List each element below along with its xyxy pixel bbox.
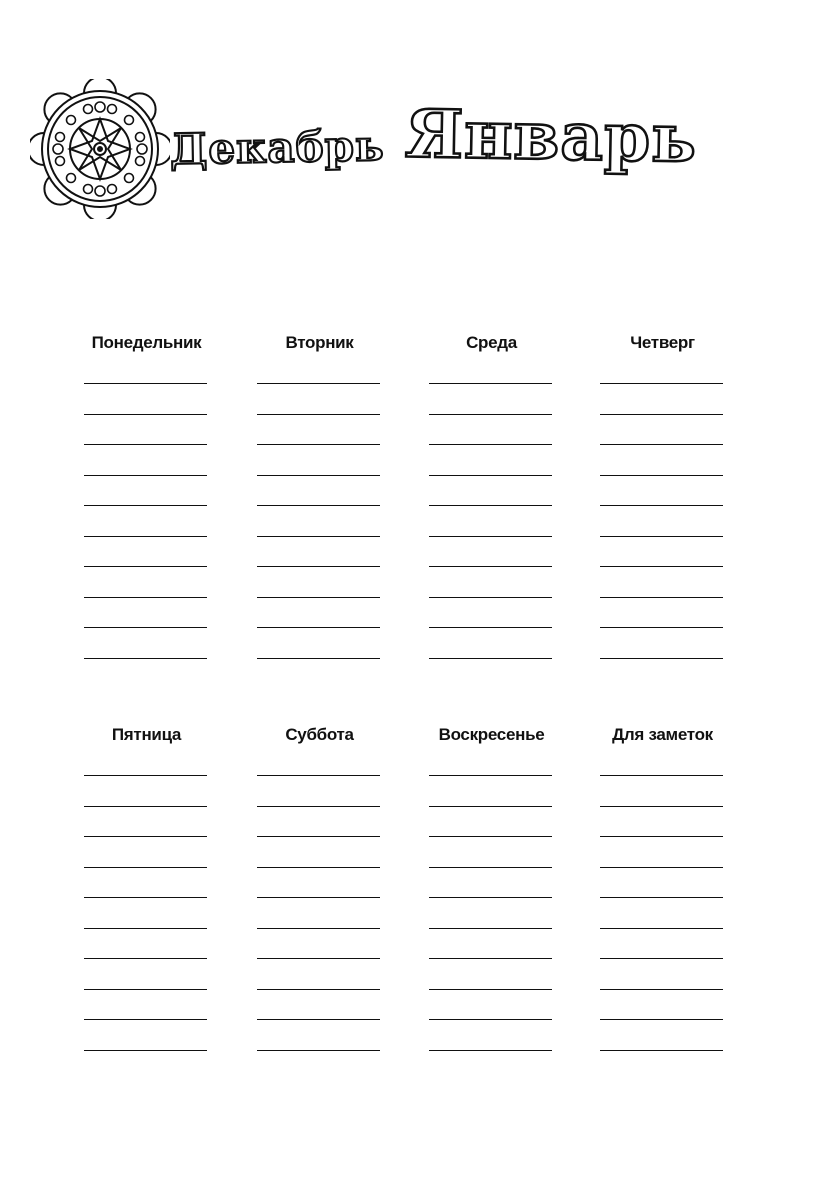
writing-line[interactable] [257,597,380,598]
writing-line[interactable] [257,867,380,868]
writing-line[interactable] [257,1019,380,1020]
writing-line[interactable] [84,627,207,628]
writing-line[interactable] [429,775,552,776]
writing-line[interactable] [84,475,207,476]
current-month-title: Январь [404,94,698,178]
writing-line[interactable] [600,383,723,384]
writing-line[interactable] [257,414,380,415]
writing-line[interactable] [257,383,380,384]
writing-line[interactable] [600,989,723,990]
writing-line[interactable] [429,897,552,898]
writing-line[interactable] [600,536,723,537]
writing-line[interactable] [84,928,207,929]
day-heading: Вторник [285,333,354,352]
writing-line[interactable] [257,806,380,807]
writing-line[interactable] [84,836,207,837]
writing-line[interactable] [84,505,207,506]
writing-line[interactable] [600,806,723,807]
writing-line[interactable] [600,505,723,506]
writing-line[interactable] [84,867,207,868]
writing-line[interactable] [429,383,552,384]
writing-line[interactable] [429,414,552,415]
writing-line[interactable] [257,928,380,929]
writing-line[interactable] [84,806,207,807]
writing-line[interactable] [84,989,207,990]
writing-line[interactable] [600,928,723,929]
day-heading: Пятница [111,725,182,744]
writing-line[interactable] [84,414,207,415]
writing-line[interactable] [600,414,723,415]
writing-line[interactable] [257,475,380,476]
writing-line[interactable] [257,897,380,898]
writing-line[interactable] [600,867,723,868]
writing-line[interactable] [429,658,552,659]
writing-line[interactable] [429,989,552,990]
writing-line[interactable] [429,536,552,537]
writing-line[interactable] [84,566,207,567]
writing-line[interactable] [600,658,723,659]
day-heading: Понедельник [91,333,202,352]
writing-line[interactable] [257,566,380,567]
writing-line[interactable] [429,505,552,506]
writing-line[interactable] [429,836,552,837]
day-heading: Воскресенье [438,725,545,744]
writing-line[interactable] [600,444,723,445]
day-heading: Суббота [285,725,354,744]
writing-line[interactable] [257,989,380,990]
writing-line[interactable] [600,958,723,959]
writing-line[interactable] [257,505,380,506]
writing-line[interactable] [600,627,723,628]
writing-line[interactable] [84,597,207,598]
writing-line[interactable] [257,836,380,837]
writing-line[interactable] [600,597,723,598]
writing-line[interactable] [600,1050,723,1051]
day-heading: Четверг [630,333,695,352]
writing-line[interactable] [600,897,723,898]
writing-line[interactable] [600,775,723,776]
writing-line[interactable] [600,1019,723,1020]
writing-line[interactable] [84,536,207,537]
writing-line[interactable] [600,475,723,476]
writing-line[interactable] [84,1050,207,1051]
writing-line[interactable] [429,1019,552,1020]
writing-line[interactable] [84,1019,207,1020]
writing-line[interactable] [84,444,207,445]
writing-line[interactable] [257,658,380,659]
writing-line[interactable] [257,958,380,959]
writing-line[interactable] [429,1050,552,1051]
writing-line[interactable] [84,658,207,659]
writing-line[interactable] [429,627,552,628]
writing-line[interactable] [257,444,380,445]
writing-line[interactable] [84,958,207,959]
writing-line[interactable] [84,383,207,384]
writing-line[interactable] [429,958,552,959]
writing-line[interactable] [257,1050,380,1051]
writing-line[interactable] [257,775,380,776]
writing-line[interactable] [429,475,552,476]
writing-line[interactable] [429,928,552,929]
writing-line[interactable] [429,444,552,445]
writing-line[interactable] [429,867,552,868]
writing-line[interactable] [257,536,380,537]
day-heading: Среда [466,333,517,352]
writing-line[interactable] [429,806,552,807]
writing-line[interactable] [84,897,207,898]
writing-line[interactable] [600,566,723,567]
writing-line[interactable] [84,775,207,776]
writing-line[interactable] [429,597,552,598]
writing-line[interactable] [429,566,552,567]
previous-month-title: Декабрь [169,121,385,174]
writing-line[interactable] [257,627,380,628]
writing-line[interactable] [600,836,723,837]
day-heading: Для заметок [612,725,713,744]
